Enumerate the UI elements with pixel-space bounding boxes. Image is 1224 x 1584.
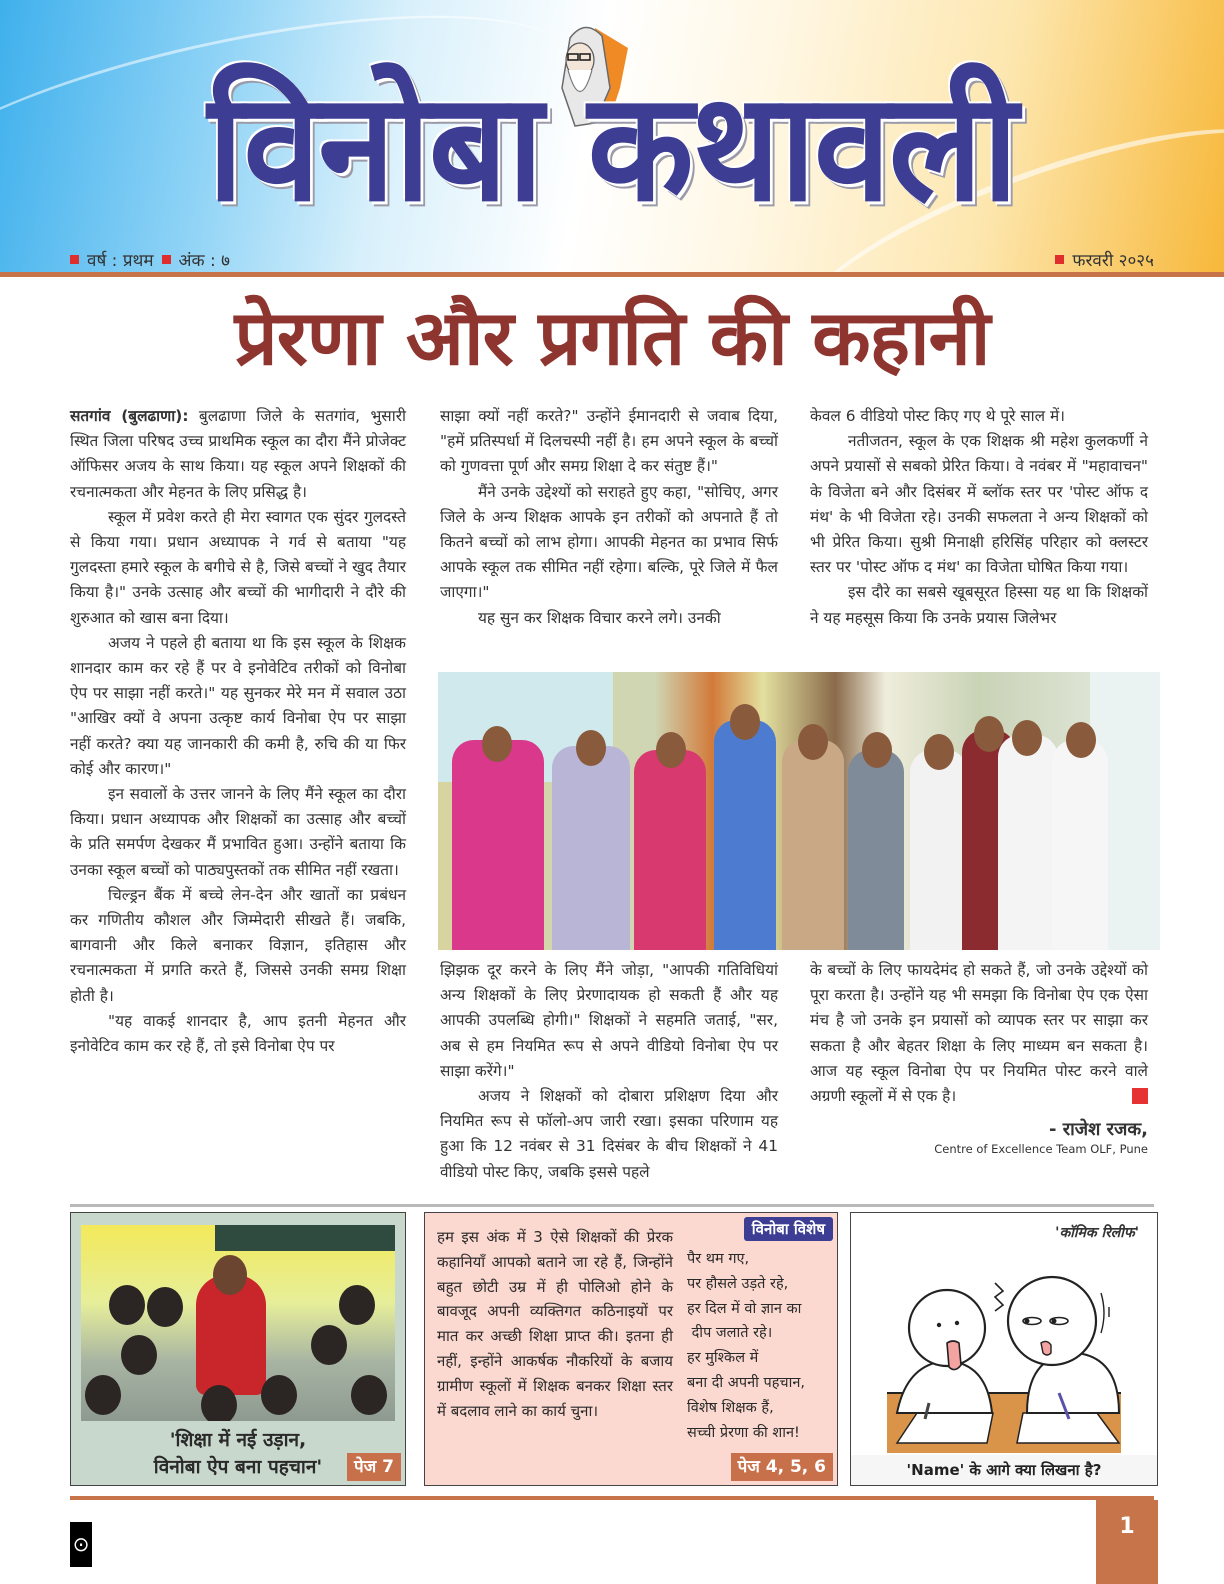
paragraph: इस दौरे का सबसे खूबसूरत हिस्सा यह था कि शिक्षकों ने यह महसूस किया कि उनके प्रयास जिलेभर (810, 583, 1148, 627)
photo-child (339, 1285, 375, 1325)
paragraph: अजय ने पहले ही बताया था कि इस स्कूल के शिक्षक शानदार काम कर रहे हैं पर वे इनोवेटिव तरीकों को विनोबा ऐप पर साझा नहीं करते।" यह सुनकर मेरे मन में सवाल उठा "आखिर क्यों वे अपना उत्कृष्ट कार्य विनोबा ऐप पर साझा नहीं करते? क्या यह जानकारी की कमी है, रुचि की या फिर कोई और कारण।" (70, 633, 406, 778)
feature-box-page-7[interactable] (70, 1212, 406, 1486)
photo-person (998, 735, 1058, 950)
divider-rule (70, 1204, 1154, 1207)
page-number: 1 (1096, 1500, 1158, 1584)
feature-box-vinoba-special[interactable] (424, 1212, 838, 1486)
paragraph: साझा क्यों नहीं करते?" उन्होंने ईमानदारी से जवाब दिया, "हमें प्रतिस्पर्धा में दिलचस्पी नहीं है। हम अपने स्कूल के बच्चों को गुणवत्ता पूर्ण और समग्र शिक्षा दे कर संतुष्ट हैं।" (440, 407, 778, 476)
photo-person (552, 746, 630, 950)
photo-person-head (1066, 722, 1096, 758)
photo-child (351, 1375, 387, 1415)
end-of-article-marker-icon (1132, 1088, 1148, 1104)
poem-line: विशेष शिक्षक हैं, (687, 1399, 774, 1416)
comic-illustration (857, 1243, 1151, 1453)
photo-person (714, 720, 776, 950)
author-name: - राजेश रजक, (1048, 1119, 1148, 1141)
poem-line: हर दिल में वो ज्ञान का (687, 1300, 802, 1317)
poem-line: पैर थम गए, (687, 1251, 750, 1267)
photo-child (261, 1375, 297, 1415)
issue-date (1055, 248, 1154, 271)
poem-line: बना दी अपनी पहचान, (687, 1374, 806, 1391)
issue-info (70, 248, 230, 271)
paragraph: चिल्ड्रन बैंक में बच्चे लेन-देन और खातों का प्रबंधन कर गणितीय कौशल और जिम्मेदारी सीखते हैं। जबकि, बागवानी और किले बनाकर विज्ञान, इतिहास और रचनात्मकता में प्रगति करते हैं, जिससे उनकी समग्र शिक्षा होती है। (70, 885, 406, 1005)
paragraph: सतगांव (बुलढाणा): बुलढाणा जिले के सतगांव, भुसारी स्थित जिला परिषद उच्च प्राथमिक स्कूल का दौरा मैंने प्रोजेक्ट ऑफिसर अजय के साथ किया। यह स्कूल अपने शिक्षकों की रचनात्मकता और मेहनत के लिए प्रसिद्ध है। (70, 407, 406, 501)
issue-label: अंक : ७ (178, 250, 230, 271)
poem-line: हर मुश्किल में (687, 1350, 759, 1367)
photo-child (201, 1385, 237, 1421)
date-label: फरवरी २०२५ (1072, 250, 1154, 271)
photo-person-head (656, 732, 686, 768)
divider-rule (0, 272, 1224, 277)
bullet-square-icon (162, 255, 171, 264)
photo-person-head (924, 734, 954, 770)
paragraph: इन सवालों के उत्तर जानने के लिए मैंने स्कूल का दौरा किया। प्रधान अध्यापक और शिक्षकों का उत्साह और बच्चों के प्रति समर्पण देखकर मैं प्रभावित हुआ। उन्होंने बताया कि उनका स्कूल बच्चों को पाठ्यपुस्तकों तक सीमित नहीं रखता। (70, 785, 406, 879)
poem-line: दीप जलाते रहे। (687, 1325, 773, 1342)
photo-person-head (798, 724, 828, 760)
page-reference-tag[interactable]: पेज 7 (347, 1453, 401, 1481)
photo-teacher-head (213, 1255, 247, 1295)
photo-person-head (576, 730, 606, 766)
photo-person-head (1012, 720, 1042, 756)
photo-person (848, 750, 904, 950)
feature-text: हम इस अंक में 3 ऐसे शिक्षकों की प्रेरक कहानियाँ आपको बताने जा रहे हैं, जिन्होंने बहुत छोटी उम्र में ही पोलिओ होने के बावजूद अपनी व्यक्तिगत कठिनाइयों पर मात कर अच्छी शिक्षा प्राप्त की। इतना ही नहीं, इन्होंने आकर्षक नौकरियों के बजाय ग्रामीण स्कूलों में शिक्षक बनकर शिक्षा स्तर में बदलाव लाने का कार्य चुना। (437, 1228, 673, 1420)
bullet-square-icon (1055, 255, 1064, 264)
photo-person-head (730, 704, 760, 740)
article-column-1 (70, 404, 406, 1059)
paragraph: झिझक दूर करने के लिए मैंने जोड़ा, "आपकी गतिविधियां अन्य शिक्षकों के लिए प्रेरणादायक हो सकती हैं और यह आपकी उपलब्धि होगी।" शिक्षकों ने सहमति जताई, "सर, अब से हम नियमित रूप से अपने वीडियो विनोबा ऐप पर साझा करेंगे।" (440, 961, 778, 1080)
bullet-square-icon (70, 255, 79, 264)
dateline: सतगांव (बुलढाणा): (70, 407, 189, 425)
article-headline: प्रेरणा और प्रगति की कहानी (234, 293, 990, 382)
paragraph: मैंने उनके उद्देश्यों को सराहते हुए कहा, "सोचिए, अगर जिले के अन्य शिक्षक आपके इन तरीकों को अपनाते हैं तो कितने बच्चों को लाभ होगा। आपकी मेहनत का प्रभाव सिर्फ आपके स्कूल तक सीमित नहीं रहेगा। बल्कि, पूरे जिले में फैल जाएगा।" (440, 482, 778, 602)
photo-person (634, 750, 706, 950)
photo-blackboard (215, 1225, 395, 1251)
photo-child (121, 1335, 157, 1375)
article-column-3-bottom (810, 958, 1148, 1157)
article-group-photo (438, 672, 1160, 950)
year-label: वर्ष : प्रथम (87, 250, 154, 271)
section-badge: विनोबा विशेष (744, 1217, 833, 1241)
photo-child (311, 1325, 347, 1365)
photo-child (109, 1285, 145, 1325)
feature-caption: 'शिक्षा में नई उड़ान, विनोबा ऐप बना पहचान' (153, 1429, 323, 1478)
photo-person (910, 750, 968, 950)
article-column-2-bottom (440, 958, 778, 1185)
masthead-title: विनोबा कथावली (207, 61, 1017, 235)
photo-person-head (482, 726, 512, 762)
photo-person (1052, 740, 1108, 950)
photo-child (147, 1287, 183, 1327)
poem (687, 1247, 837, 1445)
photo-child (85, 1375, 121, 1415)
comic-relief-box (850, 1212, 1158, 1486)
paragraph: यह सुन कर शिक्षक विचार करने लगे। उनकी (478, 608, 721, 627)
article-column-3-top (810, 404, 1148, 631)
paragraph: के बच्चों के लिए फायदेमंद हो सकते हैं, जो उनके उद्देश्यों को पूरा करता है। उन्होंने यह भी समझा कि विनोबा ऐप एक ऐसा मंच है जो उनके इन प्रयासों को व्यापक स्तर पर साझा कर सकता है और बेहतर शिक्षा के लिए माध्यम बन सकता है। आज यह स्कूल विनोबा ऐप पर नियमित पोस्ट करने वाले अग्रणी स्कूलों में से एक है। (810, 961, 1148, 1106)
paragraph: स्कूल में प्रवेश करते ही मेरा स्वागत एक सुंदर गुलदस्ते से किया गया। प्रधान अध्यापक ने गर्व से बताया "यह गुलदस्ता हमारे स्कूल के बगीचे से है, जिसे बच्चों ने खुद तैयार किया है।" उनके उत्साह और बच्चों की भागीदारी ने दौरे की शुरुआत को खास बना दिया। (70, 507, 406, 627)
paragraph: केवल 6 वीडियो पोस्ट किए गए थे पूरे साल में। (810, 407, 1066, 425)
masthead (0, 0, 1224, 274)
photo-person-head (862, 732, 892, 768)
comic-title: 'कॉमिक रिलीफ' (1055, 1225, 1139, 1241)
page-reference-tag[interactable]: पेज 4, 5, 6 (731, 1453, 833, 1481)
paragraph: नतीजतन, स्कूल के एक शिक्षक श्री महेश कुलकर्णी ने अपने प्रयासों से सबको प्रेरित किया। वे नवंबर में "महावाचन" के विजेता बने और दिसंबर में ब्लॉक स्तर पर 'पोस्ट ऑफ द मंथ' के भी विजेता रहे। उनकी सफलता ने अन्य शिक्षकों को भी प्रेरित किया। सुश्री मिनाक्षी हरिसिंह परिहार को क्लस्टर स्तर पर 'पोस्ट ऑफ द मंथ' का विजेता घोषित किया गया। (810, 432, 1148, 577)
paragraph: "यह वाकई शानदार है, आप इतनी मेहनत और इनोवेटिव काम कर रहे हैं, तो इसे विनोबा ऐप पर (70, 1011, 406, 1056)
divider-rule (70, 1496, 1154, 1500)
classroom-photo (81, 1225, 395, 1421)
publisher-logo-icon: ⊙ (70, 1522, 92, 1567)
comic-caption: 'Name' के आगे क्या लिखना है? (851, 1455, 1157, 1485)
paragraph: अजय ने शिक्षकों को दोबारा प्रशिक्षण दिया और नियमित रूप से फॉलो-अप जारी रखा। इसका परिणाम यह हुआ कि 12 नवंबर से 31 दिसंबर के बीच शिक्षकों ने 41 वीडियो पोस्ट किए, जबकि इससे पहले (440, 1087, 778, 1181)
article-column-2-top (440, 404, 778, 631)
author-affiliation: Centre of Excellence Team OLF, Pune (934, 1142, 1148, 1157)
photo-person (782, 740, 844, 950)
poem-line: सच्ची प्रेरणा की शान! (687, 1424, 800, 1441)
issue-meta-bar (70, 246, 1154, 272)
poem-line: पर हौसले उड़ते रहे, (687, 1275, 789, 1292)
photo-person (452, 740, 544, 950)
